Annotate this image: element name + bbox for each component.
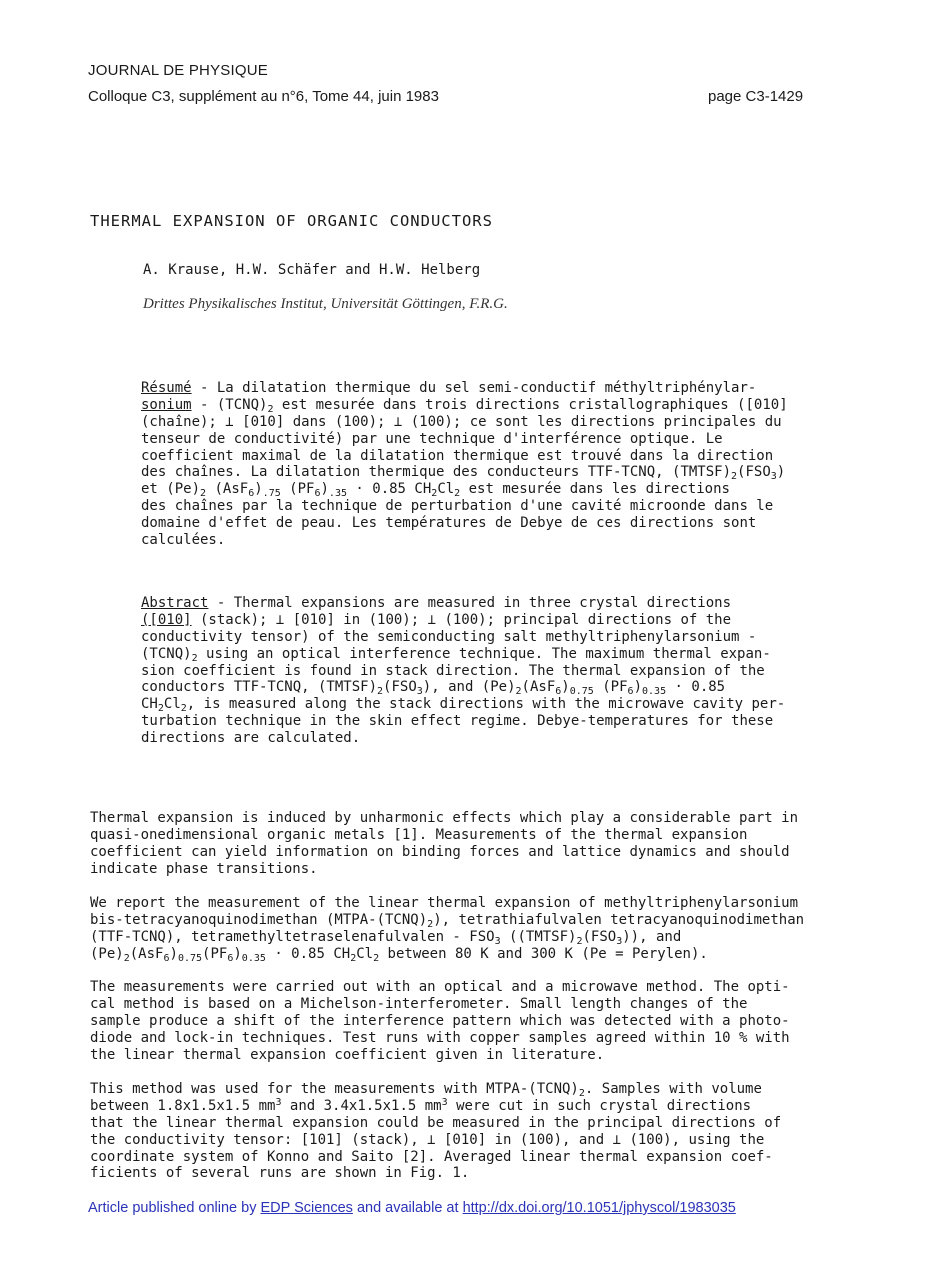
publisher-link[interactable]: EDP Sciences bbox=[260, 1200, 353, 1216]
text-line: tenseur de conductivité) par une technique d'interférence optique. Le bbox=[141, 430, 723, 447]
body-paragraph-3 bbox=[90, 979, 790, 1063]
text-line: (chaîne); ⊥ [010] dans (100); ⊥ (100); ce sont les directions principales du bbox=[141, 413, 782, 430]
body-paragraph-1 bbox=[90, 810, 798, 878]
journal-name: JOURNAL DE PHYSIQUE bbox=[88, 62, 268, 79]
text-line: $(Pe)_2(AsF_6)_{0.75}(PF_6)_{0.35} \cdot 0.85$ $CH_2Cl_2$ between 80 K and 300 K (Pe = Perylen). bbox=[90, 945, 708, 964]
text-line: coefficient can yield information on binding forces and lattice dynamics and should bbox=[90, 843, 790, 860]
text-line: turbation technique in the skin effect regime. Debye-temperatures for these bbox=[141, 713, 774, 730]
text-line: $(TCNQ)_2$ using an optical interference technique. The maximum thermal expan- bbox=[141, 645, 771, 664]
text-line: cal method is based on a Michelson-interferometer. Small length changes of the bbox=[90, 995, 748, 1012]
text-line: the linear thermal expansion coefficient given in literature. bbox=[90, 1046, 605, 1063]
footer-prefix: Article published online by bbox=[88, 1200, 261, 1216]
authors: A. Krause, H.W. Schäfer and H.W. Helberg bbox=[143, 262, 481, 278]
footer-middle: and available at bbox=[352, 1200, 463, 1216]
text-line: - Thermal expansions are measured in three crystal directions bbox=[208, 595, 732, 611]
text-line: the conductivity tensor: [101] (stack), ⊥ [010] in (100), and ⊥ (100), using the bbox=[90, 1131, 765, 1148]
body-paragraph-2 bbox=[90, 895, 804, 963]
text-line: calculées. bbox=[141, 532, 226, 549]
text-line: - La dilatation thermique du sel semi-conductif méthyltriphénylar- bbox=[191, 380, 757, 396]
text-line: conductors TTF-TCNQ, $(TMTSF)_2(FSO_3)$, and $(Pe)_2(AsF_6)_{0.75}$ $(PF_6)_{0.35} \cdot 0.85$ bbox=[141, 679, 726, 698]
body-paragraph-4 bbox=[90, 1081, 781, 1182]
text-line: directions are calculated. bbox=[141, 730, 361, 747]
abstract-label: Abstract bbox=[141, 595, 209, 611]
resume-label: Résumé bbox=[141, 380, 192, 396]
text-line: sonium - $(TCNQ)_2$ est mesurée dans trois directions cristallographiques ([010] bbox=[141, 396, 788, 415]
text-line: sample produce a shift of the interference pattern which was detected with a photo- bbox=[90, 1012, 790, 1029]
text-line: $CH_2Cl_2$, is measured along the stack directions with the microwave cavity per- bbox=[141, 696, 786, 715]
text-line: diode and lock-in techniques. Test runs with copper samples agreed within 10 % with bbox=[90, 1029, 790, 1046]
text-line: This method was used for the measurements with MTPA-$(TCNQ)_2$. Samples with volume bbox=[90, 1081, 762, 1099]
text-line: et $(Pe)_2$ $(AsF_6)_{.75}$ $(PF_6)_{.35} \cdot 0.85$ $CH_2Cl_2$ est mesurée dans les directions bbox=[141, 481, 730, 500]
text-line: sion coefficient is found in stack direction. The thermal expansion of the bbox=[141, 662, 765, 679]
text-line: coefficient maximal de la dilatation thermique est trouvé dans la direction bbox=[141, 447, 774, 464]
text-line: that the linear thermal expansion could be measured in the principal directions of bbox=[90, 1114, 782, 1131]
text-line: domaine d'effet de peau. Les températures de Debye de ces directions sont bbox=[141, 515, 757, 532]
resume-section bbox=[141, 380, 788, 549]
text-line: coordinate system of Konno and Saito [2]. Averaged linear thermal expansion coef- bbox=[90, 1148, 773, 1165]
paper-title: THERMAL EXPANSION OF ORGANIC CONDUCTORS bbox=[90, 212, 493, 230]
abstract-section bbox=[141, 595, 785, 747]
text-line: des chaînes par la technique de perturbation d'une cavité microonde dans le bbox=[141, 498, 774, 515]
publication-footer bbox=[88, 1200, 736, 1216]
text-line: We report the measurement of the linear thermal expansion of methyltriphenylarsonium bbox=[90, 895, 799, 911]
text-line: The measurements were carried out with an optical and a microwave method. The opti- bbox=[90, 979, 790, 995]
text-line: bis-tetracyanoquinodimethan $(MTPA-(TCNQ)_2)$, tetrathiafulvalen tetracyanoquinodimethan bbox=[90, 911, 805, 930]
text-line: (TTF-TCNQ), tetramethyltetraselenafulvalen - $FSO_3$ $((TMTSF)_2(FSO_3))$, and bbox=[90, 928, 682, 947]
text-line: des chaînes. La dilatation thermique des conducteurs TTF-TCNQ, $(TMTSF)_2(FSO_3)$ bbox=[141, 464, 786, 483]
text-line: between 1.8x1.5x1.5 $mm^3$ and 3.4x1.5x1.5 $mm^3$ were cut in such crystal directions bbox=[90, 1096, 752, 1114]
text-line: ([010] (stack); ⊥ [010] in (100); ⊥ (100); principal directions of the bbox=[141, 611, 732, 628]
text-line: quasi-onedimensional organic metals [1]. Measurements of the thermal expansion bbox=[90, 826, 748, 843]
text-line: ficients of several runs are shown in Fig. 1. bbox=[90, 1165, 470, 1182]
text-line: Thermal expansion is induced by unharmonic effects which play a considerable part in bbox=[90, 810, 799, 826]
doi-link[interactable]: http://dx.doi.org/10.1051/jphyscol/1983035 bbox=[462, 1200, 736, 1216]
page-number: page C3-1429 bbox=[708, 88, 804, 105]
issue-info: Colloque C3, supplément au n°6, Tome 44, juin 1983 bbox=[88, 88, 439, 105]
affiliation: Drittes Physikalisches Institut, Universität Göttingen, F.R.G. bbox=[143, 296, 508, 312]
text-line: indicate phase transitions. bbox=[90, 860, 318, 877]
text-line: conductivity tensor) of the semiconducting salt methyltriphenylarsonium - bbox=[141, 628, 757, 645]
